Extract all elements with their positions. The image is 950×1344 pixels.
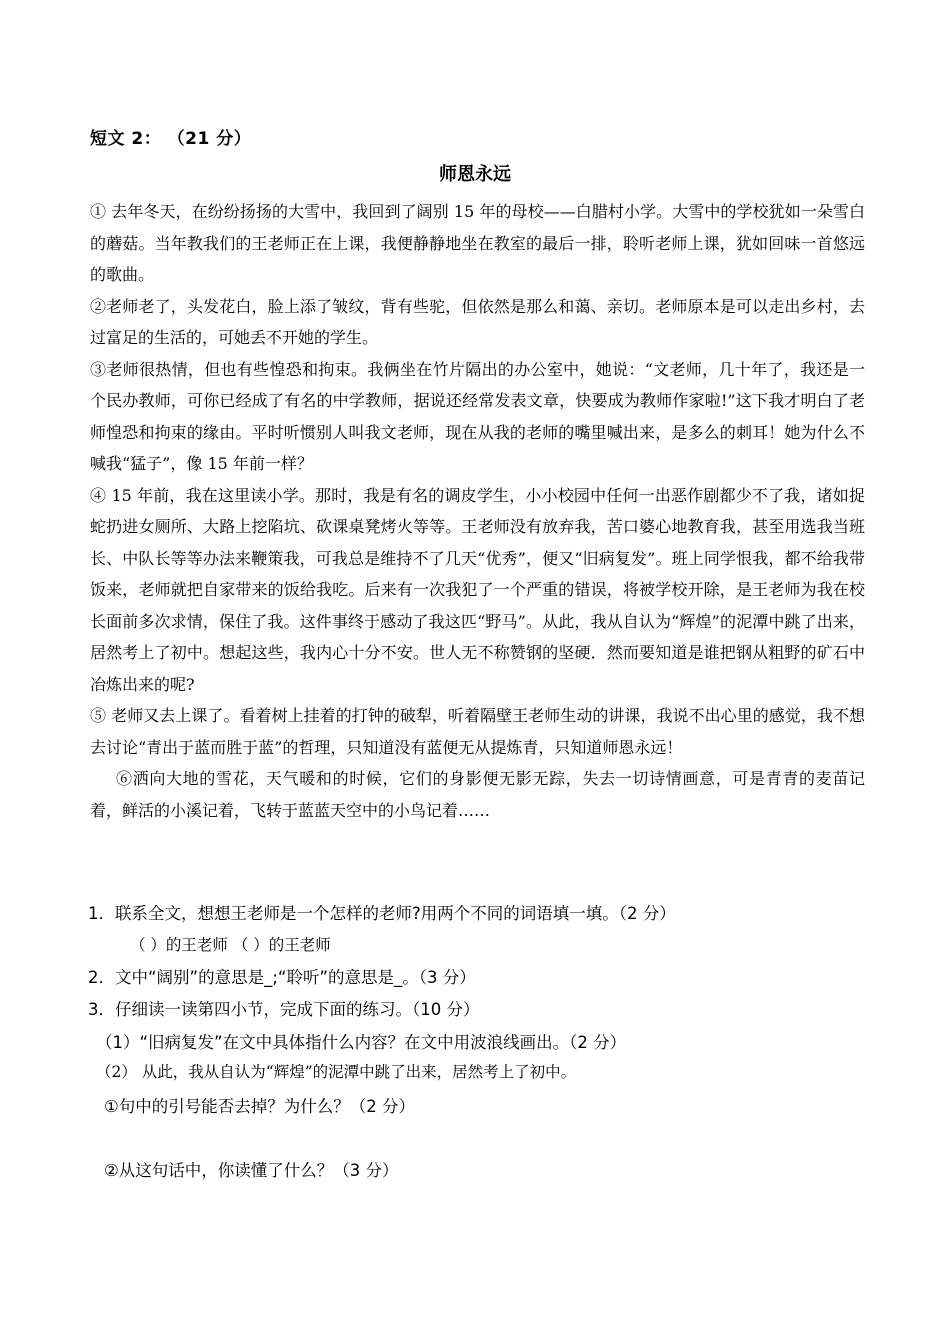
paragraph-2: ②老师老了，头发花白，脸上添了皱纹，背有些驼，但依然是那么和蔼、亲切。老师原本是可以走出乡村，去过富足的生活的，可她丢不开她的学生。 xyxy=(90,296,865,347)
paragraph-4: ④ 15 年前，我在这里读小学。那时，我是有名的调皮学生，小小校园中任何一出恶作剧都少不了我，诸如捉蛇扔进女厕所、大路上挖陷坑、砍课桌凳烤火等等。王老师没有放弃我，苦口婆心地教育我，甚至用选我当班长、中队长等等办法来鞭策我，可我总是维持不了几天“优秀”，便又“旧病复发”。班上同学恨我，都不给我带饭来，老师就把自家带来的饭给我吃。后来有一次我犯了一个严重的错误，将被学校开除，是王老师为我在校长面前多次求情，保住了我。这件事终于感动了我这匹“野马”。从此，我从自认为“辉煌”的泥潭中跳了出来，居然考上了初中。想起这些，我内心十分不安。世人无不称赞钢的坚硬．然而要知道是谁把钢从粗野的矿石中冶炼出来的呢? xyxy=(90,485,865,694)
question-1-blanks: （ ）的王老师 （ ）的王老师 xyxy=(130,936,331,954)
article-title: 师恩永远 xyxy=(439,164,511,185)
paragraph-5: ⑤ 老师又去上课了。看着树上挂着的打钟的破犁，听着隔壁王老师生动的讲课，我说不出心里的感觉，我不想去讨论“青出于蓝而胜于蓝”的哲理，只知道没有蓝便无从提炼青，只知道师恩永远！ xyxy=(90,706,865,757)
paragraph-1: ① 去年冬天，在纷纷扬扬的大雪中，我回到了阔别 15 年的母校——白腊村小学。大雪中的学校犹如一朵雪白的蘑菇。当年教我们的王老师正在上课，我便静静地坐在教室的最后一排，聆听老师上课，犹如回味一首悠远的歌曲。 xyxy=(90,202,865,284)
question-1: 1．联系全文，想想王老师是一个怎样的老师?用两个不同的词语填一填。（2 分） xyxy=(88,904,676,923)
question-3-part-1: （1）“旧病复发”在文中具体指什么内容？在文中用波浪线画出。（2 分） xyxy=(96,1033,627,1052)
question-3: 3．仔细读一读第四小节，完成下面的练习。（10 分） xyxy=(88,1000,480,1019)
question-3-part-2a: ①句中的引号能否去掉？为什么？（2 分） xyxy=(104,1097,416,1116)
question-2: 2．文中“阔别”的意思是_;“聆听”的意思是_。（3 分） xyxy=(88,968,476,987)
section-heading: 短文 2： （21 分） xyxy=(90,129,252,149)
paragraph-6: ⑥洒向大地的雪花，天气暖和的时候，它们的身影便无影无踪，失去一切诗情画意，可是青青的麦苗记着，鲜活的小溪记着，飞转于蓝蓝天空中的小鸟记着…… xyxy=(90,769,865,820)
article-body xyxy=(90,196,865,826)
question-3-part-2: （2） 从此，我从自认为“辉煌”的泥潭中跳了出来，居然考上了初中。 xyxy=(96,1063,577,1081)
paragraph-3: ③老师很热情，但也有些惶恐和拘束。我俩坐在竹片隔出的办公室中，她说：“文老师，几十年了，我还是一个民办教师，可你已经成了有名的中学教师，据说还经常发表文章，快要成为教师作家啦!”这下我才明白了老师惶恐和拘束的缘由。平时听惯别人叫我文老师，现在从我的老师的嘴里喊出来，是多么的刺耳！她为什么不喊我“猛子”，像 15 年前一样？ xyxy=(90,359,865,473)
question-3-part-2b: ②从这句话中，你读懂了什么？（3 分） xyxy=(104,1161,399,1180)
